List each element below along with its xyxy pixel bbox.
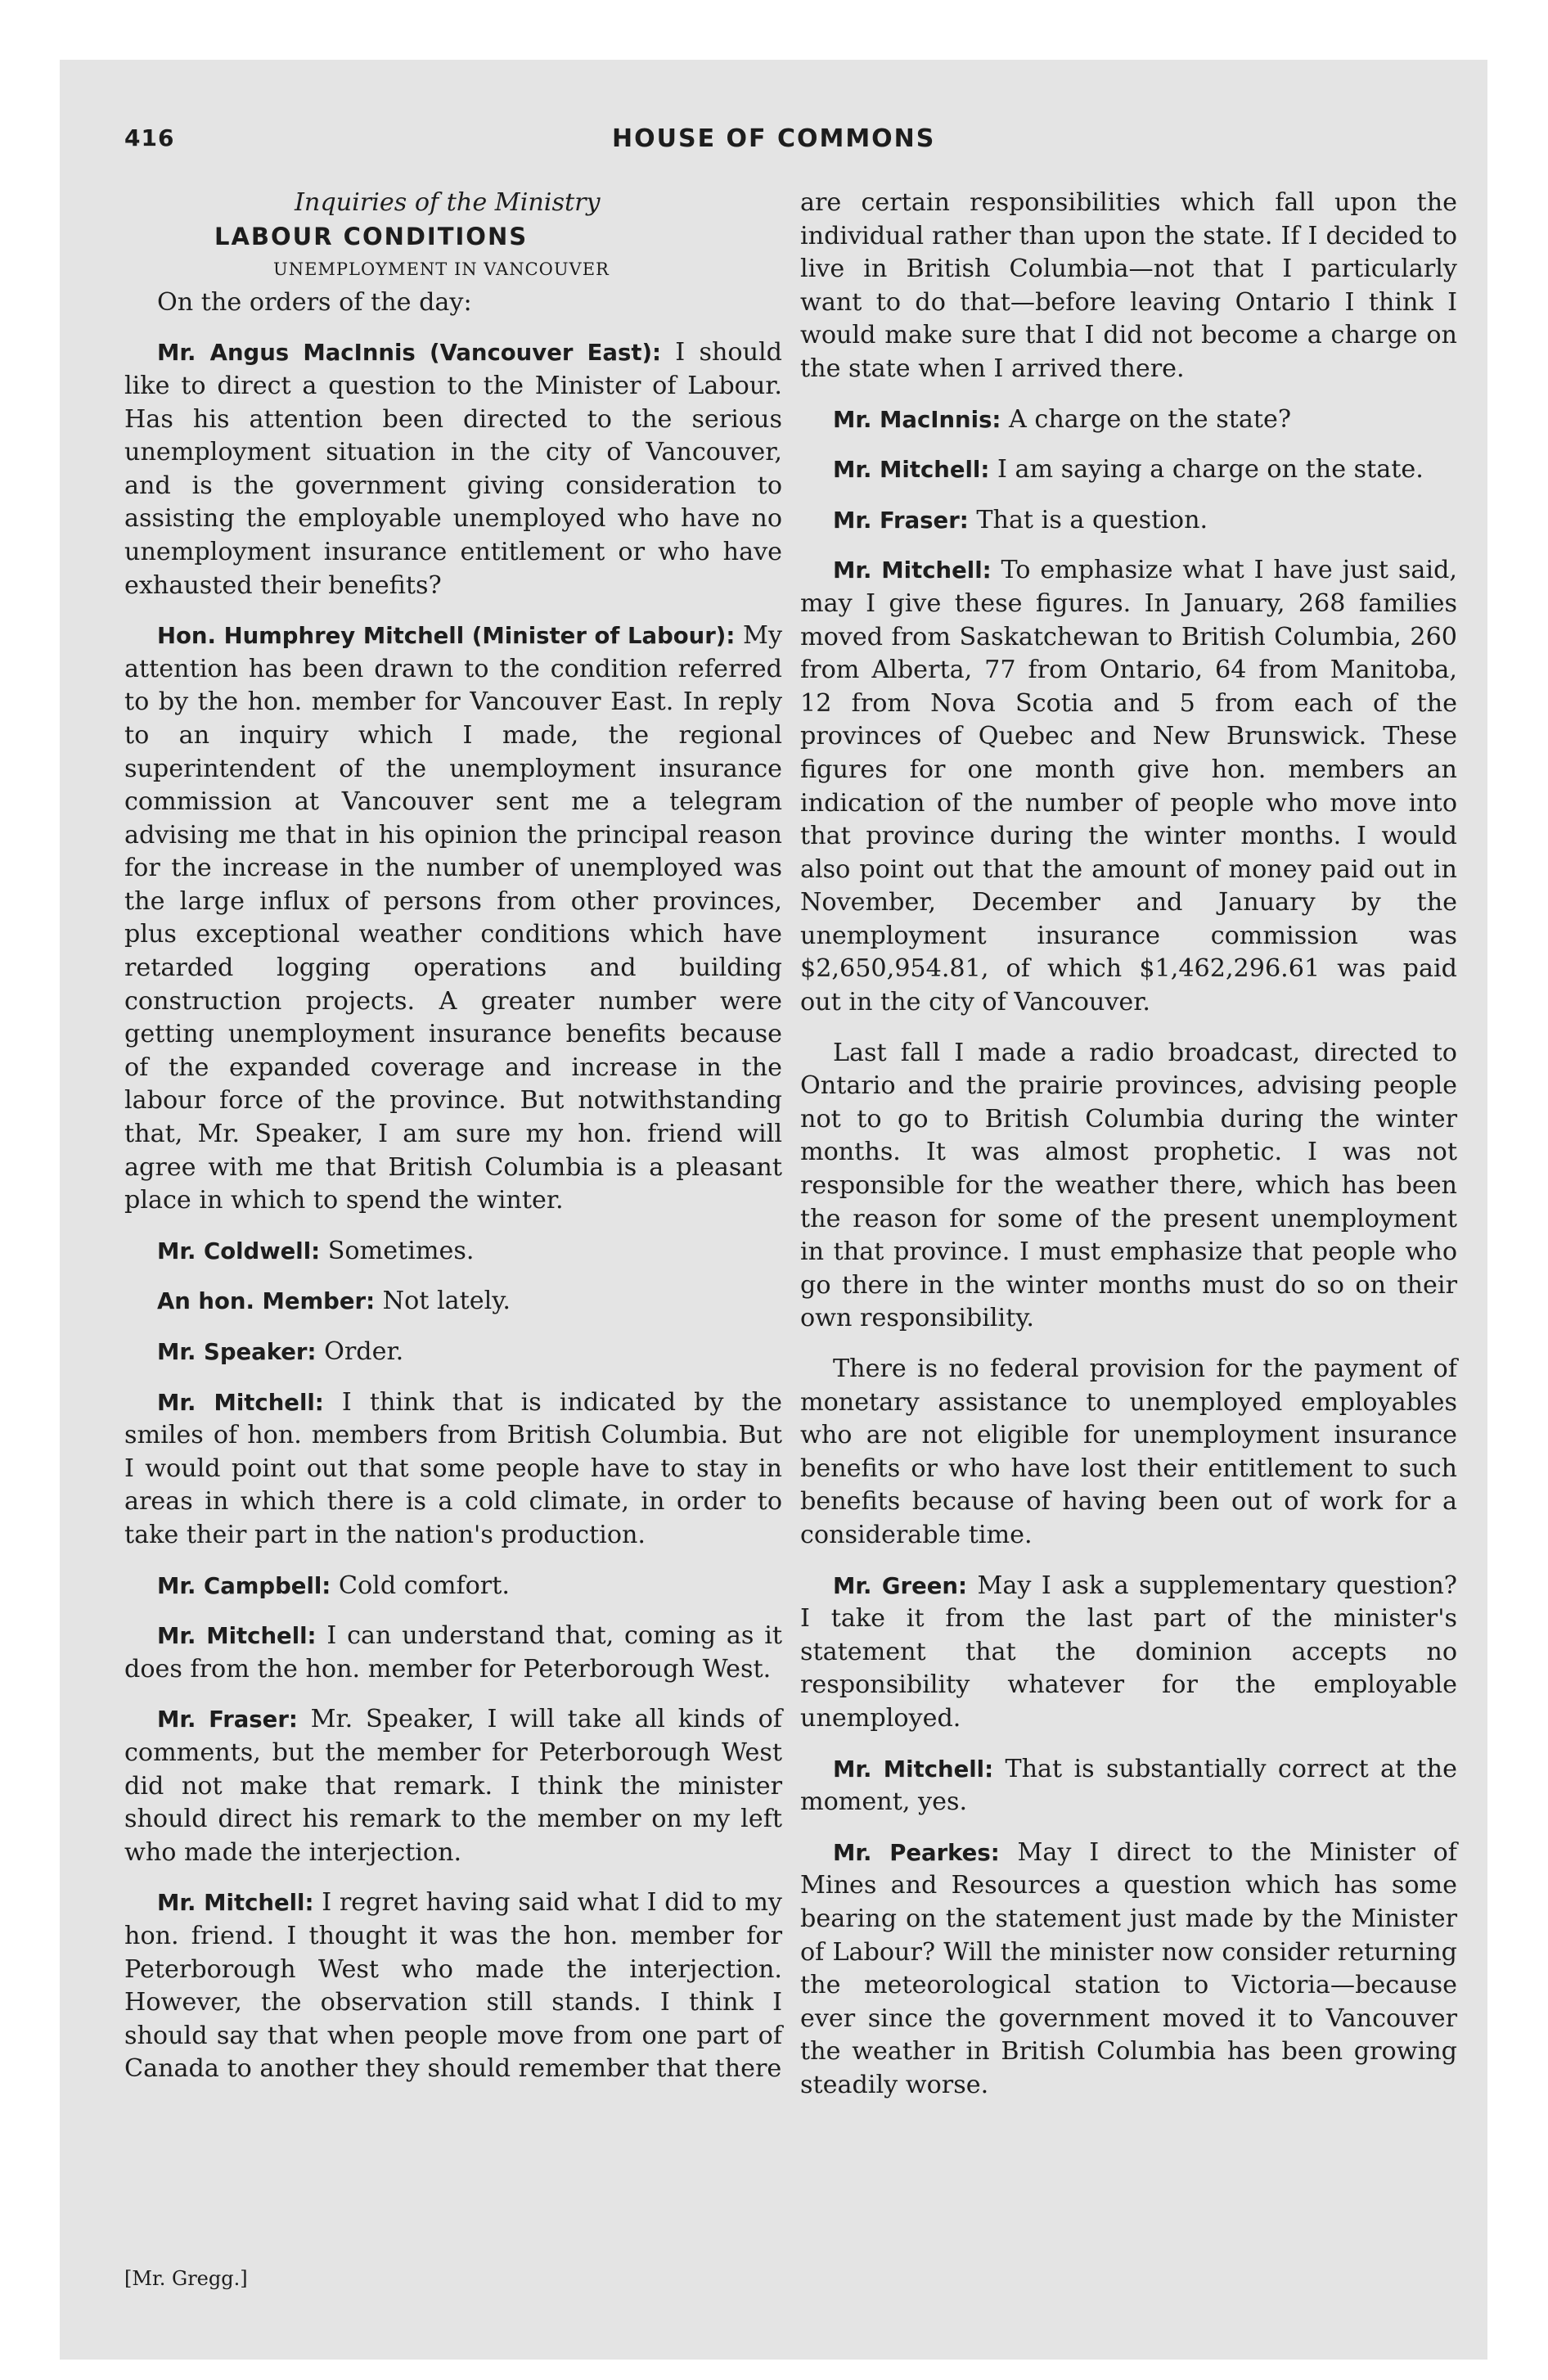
right-column: [800, 187, 1457, 2102]
paragraph: [800, 1037, 1457, 1336]
section-italic-heading: Inquiries of the Ministry: [295, 188, 601, 217]
paragraph: [124, 1570, 782, 1603]
speech-text: Last fall I made a radio broadcast, directed to Ontario and the prairie provinces, advising people not to go to British Columbia during the winter months. It was almost prophetic. I was not responsible for the weather there, which has been the reason for some of the present unemployment in that province. I must emphasize that people who go there in the winter months must do so on their own responsibility.: [800, 1038, 1457, 1333]
paragraph: [124, 1336, 782, 1369]
paragraph: [124, 1235, 782, 1269]
paragraph: [800, 1353, 1457, 1553]
paragraph: [124, 1703, 782, 1869]
speaker: Mr. Mitchell:: [157, 1890, 314, 1917]
paragraph: [800, 1837, 1457, 2103]
speech-text: Cold comfort.: [331, 1571, 510, 1600]
speech-text: There is no federal provision for the payment of monetary assistance to unemployed employables who are not eligible for unemployment insurance benefits or who have lost their entitlement to such benefits because of having been out of work for a considerable time.: [800, 1355, 1457, 1549]
orders-of-day: On the orders of the day:: [157, 287, 472, 317]
paragraph: [124, 336, 782, 602]
subsection-title: UNEMPLOYMENT IN VANCOUVER: [273, 259, 610, 280]
paragraph: [800, 1753, 1457, 1819]
running-head: HOUSE OF COMMONS: [612, 124, 936, 153]
section-title: LABOUR CONDITIONS: [214, 222, 529, 250]
speech-text: I regret having said what I did to my hon. friend. I thought it was the hon. member for Peterborough West who made the interjection. However, the observation still stands. I think I should say that when people move from one part of Canada to another they should remember that there: [124, 1888, 782, 2084]
speaker: Mr. Fraser:: [833, 507, 969, 534]
paragraph: [124, 1285, 782, 1318]
speaker: Mr. Mitchell:: [833, 557, 992, 584]
speaker: Mr. Fraser:: [157, 1706, 298, 1733]
speech-text: May I ask a supplementary question? I take it from the last part of the minister's statement that the dominion accepts no responsibility whatever for the employable unemployed.: [800, 1571, 1457, 1733]
paragraph: [800, 403, 1457, 437]
paragraph: [124, 1886, 782, 2086]
speech-text: That is a question.: [968, 505, 1208, 534]
speech-text: Sometimes.: [320, 1236, 475, 1265]
page-header: [124, 124, 1454, 157]
speech-text: Not lately.: [375, 1287, 511, 1316]
speaker: Mr. Speaker:: [157, 1339, 317, 1365]
speech-text: To emphasize what I have just said, may I give these figures. In January, 268 families moved from Saskatchewan to British Columbia, 260 from Alberta, 77 from Ontario, 64 from Manitoba, 12 from Nova Scotia and 5 from each of the provinces of Quebec and New Brunswick. These figures for one month give hon. members an indication of the number of people who move into that province during the winter months. I would also point out that the amount of money paid out in November, December and January by the unemployment insurance commission was $2,650,954.81, of which $1,462,296.61 was paid out in the city of Vancouver.: [800, 556, 1457, 1017]
paragraph: [800, 453, 1457, 487]
paragraph: [124, 1620, 782, 1686]
speech-text: I think that is indicated by the smiles of hon. members from British Columbia. But I would point out that some people have to stay in areas in which there is a cold climate, in order to take their part in the nation's production.: [124, 1387, 782, 1549]
paragraph: [124, 620, 782, 1218]
speech-text: Mr. Speaker, I will take all kinds of comments, but the member for Peterborough West did not make that remark. I think the minister should direct his remark to the member on my left who made the interjection.: [124, 1705, 782, 1867]
speaker: Mr. Mitchell:: [157, 1623, 317, 1650]
speaker: Mr. Pearkes:: [833, 1839, 1000, 1866]
speech-text: My attention has been drawn to the condition referred to by the hon. member for Vancouver East. In reply to an inquiry which I made, the regional superintendent of the unemployment insurance commission at Vancouver sent me a telegram advising me that in his opinion the principal reason for the increase in the number of unemployed was the large influx of persons from other provinces, plus exceptional weather conditions which have retarded logging operations and building construction projects. A greater number were getting unemployment insurance benefits because of the expanded coverage and increase in the labour force of the province. But notwithstanding that, Mr. Speaker, I am sure my hon. friend will agree with me that British Columbia is a pleasant place in which to spend the winter.: [124, 621, 782, 1215]
speech-text: May I direct to the Minister of Mines and Resources a question which has some bearing on the statement just made by the Minister of Labour? Will the minister now consider returning the meteorological station to Victoria—because ever since the government moved it to Vancouver the weather in British Columbia has been growing steadily worse.: [800, 1837, 1457, 2099]
paragraph: [800, 1570, 1457, 1736]
paragraph: [800, 504, 1457, 538]
speech-text: A charge on the state?: [1001, 404, 1292, 434]
speaker: An hon. Member:: [157, 1288, 376, 1315]
speaker: Mr. Coldwell:: [157, 1237, 321, 1264]
speaker: Mr. Green:: [833, 1572, 967, 1599]
speech-text: I am saying a charge on the state.: [989, 455, 1424, 485]
speaker: Mr. Mitchell:: [833, 457, 990, 484]
speaker: Mr. MacInnis:: [833, 406, 1001, 433]
speaker: Hon. Humphrey Mitchell (Minister of Labour):: [157, 623, 736, 650]
paragraph: [800, 554, 1457, 1019]
page-number: 416: [124, 124, 175, 151]
speech-text: That is substantially correct at the moment, yes.: [800, 1754, 1457, 1817]
speaker: Mr. Mitchell:: [833, 1756, 994, 1783]
paragraph: [124, 1386, 782, 1553]
speaker: Mr. Campbell:: [157, 1572, 331, 1599]
continued-paragraph: are certain responsibilities which fall upon the individual rather than upon the state. If I decided to live in British Columbia—not that I particularly want to do that—before leaving Ontario I think I would make sure that I did not become a charge on the state when I arrived there.: [800, 188, 1457, 383]
speech-text: I can understand that, coming as it does from the hon. member for Peterborough West.: [124, 1621, 782, 1684]
speech-text: Order.: [316, 1337, 404, 1366]
speech-text: I should like to direct a question to the Minister of Labour. Has his attention been directed to the serious unemployment situation in the city of Vancouver, and is the government giving consideration to assisting the employable unemployed who have no unemployment insurance entitlement or who have exhausted their benefits?: [124, 338, 782, 600]
speaker: Mr. Mitchell:: [157, 1389, 324, 1416]
speaker: Mr. Angus MacInnis (Vancouver East):: [157, 340, 662, 367]
footer-attribution: [Mr. Gregg.]: [124, 2267, 248, 2290]
left-column: [124, 187, 782, 2086]
